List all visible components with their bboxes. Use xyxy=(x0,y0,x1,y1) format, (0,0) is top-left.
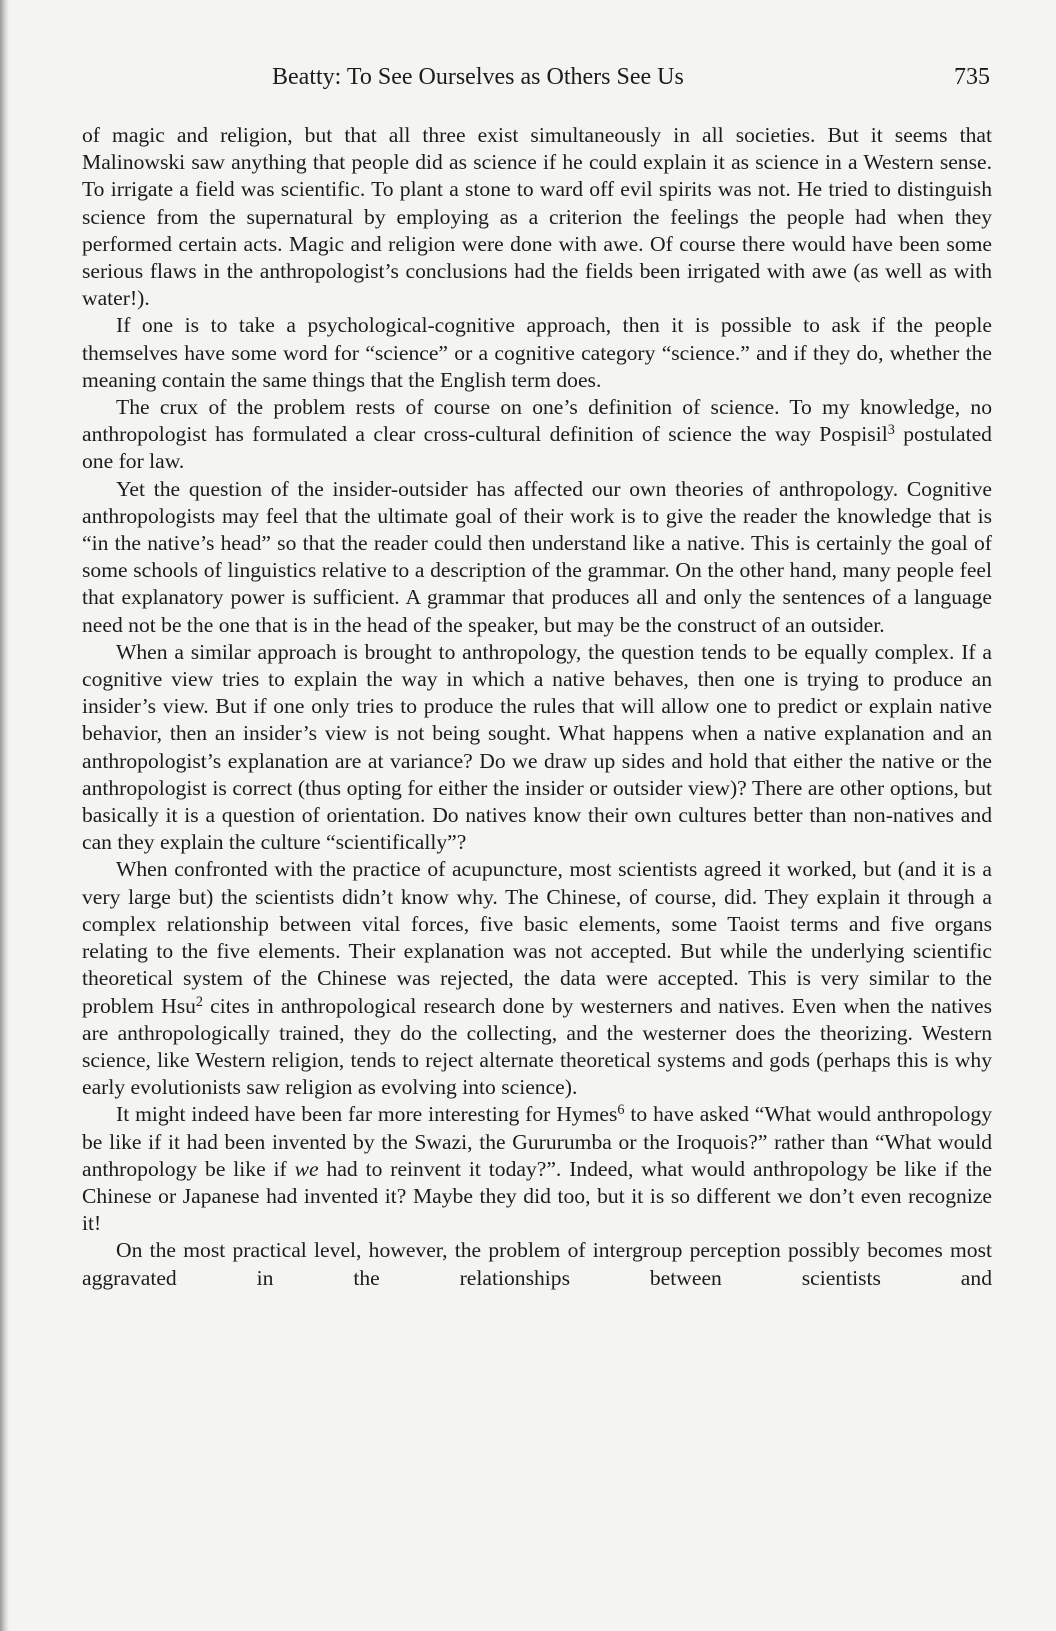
article-body xyxy=(82,122,992,1292)
paragraph-text: On the most practical level, however, the problem of intergroup perception possibly becomes most aggravated in the relationships between scientists and xyxy=(82,1238,992,1290)
paragraph-text: had to reinvent it today?”. Indeed, what would anthropology be like if the Chinese or Japanese had invented it? Maybe they did too, but it is so different we don’t even recognize it! xyxy=(82,1156,992,1236)
paragraph-text: postulated one for law. xyxy=(82,422,992,474)
paragraph-text: When confronted with the practice of acupuncture, most scientists agreed it worked, but (and it is a very large but) the scientists didn’t know why. The Chinese, of course, did. They explain it through a complex relationship between vital forces, five basic elements, some Taoist terms and five organs relating to the five elements. Their explanation was not accepted. But while the underlying scientific theoretical system of the Chinese was rejected, the data were accepted. This is very similar to the problem Hsu xyxy=(82,857,992,1018)
paragraph-text: to have asked “What would anthropology be like if it had been invented by the Swazi, the Gururumba or the Iroquois?” rather than “What would anthropology be like if xyxy=(82,1102,992,1181)
running-title: Beatty: To See Ourselves as Others See Us xyxy=(272,64,684,90)
paragraph-text: cites in anthropological research done by westerners and natives. Even when the natives are anthropologically trained, they do the collecting, and the westerner does the theorizing. Western science, like Western religion, tends to reject alternate theoretical systems and gods (perhaps this is why early evolutionists saw religion as evolving into science). xyxy=(82,993,992,1100)
paragraph xyxy=(82,856,992,1101)
page-number: 735 xyxy=(954,64,990,90)
paragraph-text: If one is to take a psychological-cognitive approach, then it is possible to ask if the people themselves have some word for “science” or a cognitive category “science.” and if they do, whether the meaning contain the same things that the English term does. xyxy=(82,313,992,392)
footnote-reference: 6 xyxy=(617,1102,625,1119)
paragraph-text: The crux of the problem rests of course on one’s definition of science. To my knowledge, no anthropologist has formulated a clear cross-cultural definition of science the way Pospisil xyxy=(82,395,992,447)
paragraph xyxy=(82,1101,992,1237)
paragraph xyxy=(82,312,992,394)
running-header xyxy=(82,64,992,100)
emphasis-text: we xyxy=(294,1156,319,1181)
paragraph-text: Yet the question of the insider-outsider has affected our own theories of anthropology. Cognitive anthropologists may feel that the ultimate goal of their work is to give the reader the knowledge that is “in the native’s head” so that the reader could then understand like a native. This is certainly the goal of some schools of linguistics relative to a description of the grammar. On the other hand, many people feel that explanatory power is sufficient. A grammar that produces all and only the sentences of a language need not be the one that is in the head of the speaker, but may be the construct of an outsider. xyxy=(82,476,992,637)
paragraph-text: of magic and religion, but that all three exist simultaneously in all societies. But it seems that Malinowski saw anything that people did as science if he could explain it as science in a Western sense. To irrigate a field was scientific. To plant a stone to ward off evil spirits was not. He tried to distinguish science from the supernatural by employing as a criterion the feelings the people had when they performed certain acts. Magic and religion were done with awe. Of course there would have been some serious flaws in the anthropologist’s conclusions had the fields been irrigated with awe (as well as with water!). xyxy=(82,123,992,311)
footnote-reference: 3 xyxy=(887,422,895,439)
paragraph xyxy=(82,122,992,312)
paragraph xyxy=(82,1237,992,1291)
paragraph xyxy=(82,476,992,639)
footnote-reference: 2 xyxy=(195,993,204,1010)
paragraph-text: It might indeed have been far more interesting for Hymes xyxy=(116,1102,618,1127)
paragraph xyxy=(82,639,992,857)
paragraph-text: When a similar approach is brought to anthropology, the question tends to be equally complex. If a cognitive view tries to explain the way in which a native behaves, then one is trying to produce an insider’s view. But if one only tries to produce the rules that will allow one to predict or explain native behavior, then an insider’s view is not being sought. What happens when a native explanation and an anthropologist’s explanation are at variance? Do we draw up sides and hold that either the native or the anthropologist is correct (thus opting for either the insider or outsider view)? There are other options, but basically it is a question of orientation. Do natives know their own cultures better than non-natives and can they explain the culture “scientifically”? xyxy=(82,639,992,855)
paragraph xyxy=(82,394,992,476)
page-binding-shadow xyxy=(0,0,9,1631)
